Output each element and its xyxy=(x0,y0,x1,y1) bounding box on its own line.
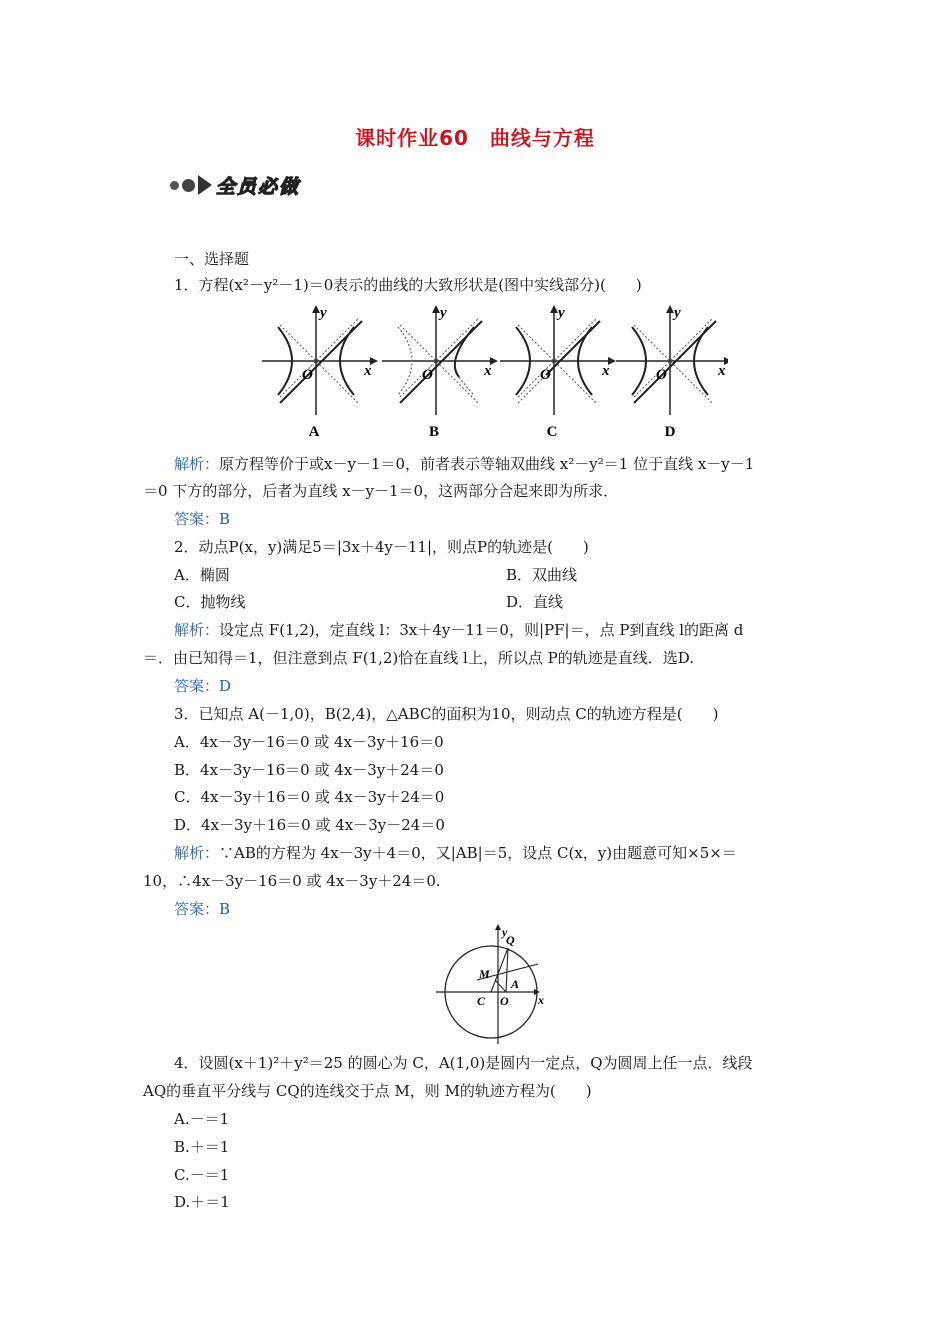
q4-axis-y-label: y xyxy=(502,925,508,939)
q3-answer: 答案：B xyxy=(174,900,231,918)
q4-option-b: B.＋＝1 xyxy=(174,1138,230,1156)
banner-text: 全员必做 xyxy=(216,175,301,198)
banner-dot-small xyxy=(170,181,179,190)
q4-figure xyxy=(430,920,560,1045)
q1-figure-label-d: D xyxy=(664,424,676,440)
q1-axis-y-label-b: y xyxy=(440,305,447,321)
banner-arrow-icon xyxy=(198,175,212,195)
q1-figure-b xyxy=(382,305,498,415)
q1-analysis-text-1: 原方程等价于或x－y－1＝0，前者表示等轴双曲线 x²－y²＝1 位于直线 x－y－1 xyxy=(219,455,755,473)
q4-point-q-label: Q xyxy=(506,933,515,947)
q3-option-d: D．4x－3y＋16＝0 或 4x－3y－24＝0 xyxy=(174,816,445,834)
q1-figure-label-a: A xyxy=(308,424,320,440)
q2-answer: 答案：D xyxy=(174,677,232,695)
q2-option-c: C．抛物线 xyxy=(174,593,246,611)
q1-origin-label-d: O xyxy=(656,367,667,383)
q1-stem: 1．方程(x²－y²－1)＝0表示的曲线的大致形状是(图中实线部分)( ) xyxy=(174,276,642,294)
q1-axis-x-label-a: x xyxy=(364,363,372,379)
q2-analysis-text-1: 设定点 F(1,2)，定直线 l：3x＋4y－11＝0，则|PF|＝，点 P到直线 l的距离 d xyxy=(219,621,744,639)
q4-stem-line-1: 4．设圆(x＋1)²＋y²＝25 的圆心为 C，A(1,0)是圆内一定点，Q为圆周上任一点．线段 xyxy=(174,1054,753,1072)
q2-option-d: D．直线 xyxy=(506,593,564,611)
q3-option-a: A．4x－3y－16＝0 或 4x－3y＋16＝0 xyxy=(174,733,444,751)
q2-analysis-label: 解析： xyxy=(174,621,220,639)
q3-analysis-line-2: 10，∴4x－3y－16＝0 或 4x－3y＋24＝0. xyxy=(143,872,441,890)
q4-point-m-label: M xyxy=(479,967,490,981)
section-heading: 一、选择题 xyxy=(174,250,250,268)
q1-figure-label-b: B xyxy=(428,424,440,440)
q3-option-c: C．4x－3y＋16＝0 或 4x－3y＋24＝0 xyxy=(174,788,445,806)
q2-analysis-line-2: ＝．由已知得＝1，但注意到点 F(1,2)恰在直线 l上，所以点 P的轨迹是直线．选D. xyxy=(143,649,694,667)
q1-analysis-line-1 xyxy=(174,454,754,474)
q4-origin-label: O xyxy=(500,994,509,1008)
q1-figure-d xyxy=(616,305,728,415)
q4-axis-x-label: x xyxy=(538,993,544,1007)
page-title: 课时作业60 曲线与方程 xyxy=(355,126,595,150)
q3-analysis-line-1 xyxy=(174,843,737,863)
q2-analysis-line-1 xyxy=(174,620,743,640)
q1-answer: 答案：B xyxy=(174,510,231,528)
q1-axis-x-label-c: x xyxy=(602,363,610,379)
q3-option-b: B．4x－3y－16＝0 或 4x－3y＋24＝0 xyxy=(174,761,444,779)
banner-dot-large xyxy=(182,179,195,192)
q1-axis-y-label-a: y xyxy=(320,305,327,321)
q1-analysis-label: 解析： xyxy=(174,455,220,473)
q1-figure-label-c: C xyxy=(546,424,558,440)
q1-figure-a xyxy=(262,305,378,415)
q1-origin-label-a: O xyxy=(302,367,313,383)
q1-figure-c xyxy=(500,305,616,415)
section-banner xyxy=(170,172,300,198)
q4-point-a-label: A xyxy=(511,977,520,991)
q4-option-c: C.－＝1 xyxy=(174,1166,230,1184)
q1-origin-label-b: O xyxy=(422,367,433,383)
q3-analysis-text-1: ∵AB的方程为 4x－3y＋4＝0，又|AB|＝5，设点 C(x，y)由题意可知×5×＝ xyxy=(219,844,737,862)
q1-axis-x-label-d: x xyxy=(718,363,726,379)
q2-stem: 2．动点P(x，y)满足5＝|3x＋4y－11|，则点P的轨迹是( ) xyxy=(174,538,589,556)
q1-origin-label-c: O xyxy=(540,367,551,383)
q2-option-b: B．双曲线 xyxy=(506,566,578,584)
q1-axis-y-label-c: y xyxy=(558,305,565,321)
q4-option-a: A.－＝1 xyxy=(174,1110,230,1128)
q4-stem-line-2: AQ的垂直平分线与 CQ的连线交于点 M，则 M的轨迹方程为( ) xyxy=(143,1082,592,1100)
q4-option-d: D.＋＝1 xyxy=(174,1193,230,1211)
q1-axis-x-label-b: x xyxy=(484,363,492,379)
q3-stem: 3．已知点 A(－1,0)，B(2,4)，△ABC的面积为10，则动点 C的轨迹方程是( ) xyxy=(174,705,719,723)
q1-figures xyxy=(258,305,728,443)
q4-point-c-label: C xyxy=(477,994,486,1008)
q1-axis-y-label-d: y xyxy=(674,305,681,321)
q1-analysis-line-2: ＝0 下方的部分，后者为直线 x－y－1＝0，这两部分合起来即为所求． xyxy=(143,482,619,500)
q3-analysis-label: 解析： xyxy=(174,844,220,862)
q2-option-a: A．椭圆 xyxy=(174,566,230,584)
